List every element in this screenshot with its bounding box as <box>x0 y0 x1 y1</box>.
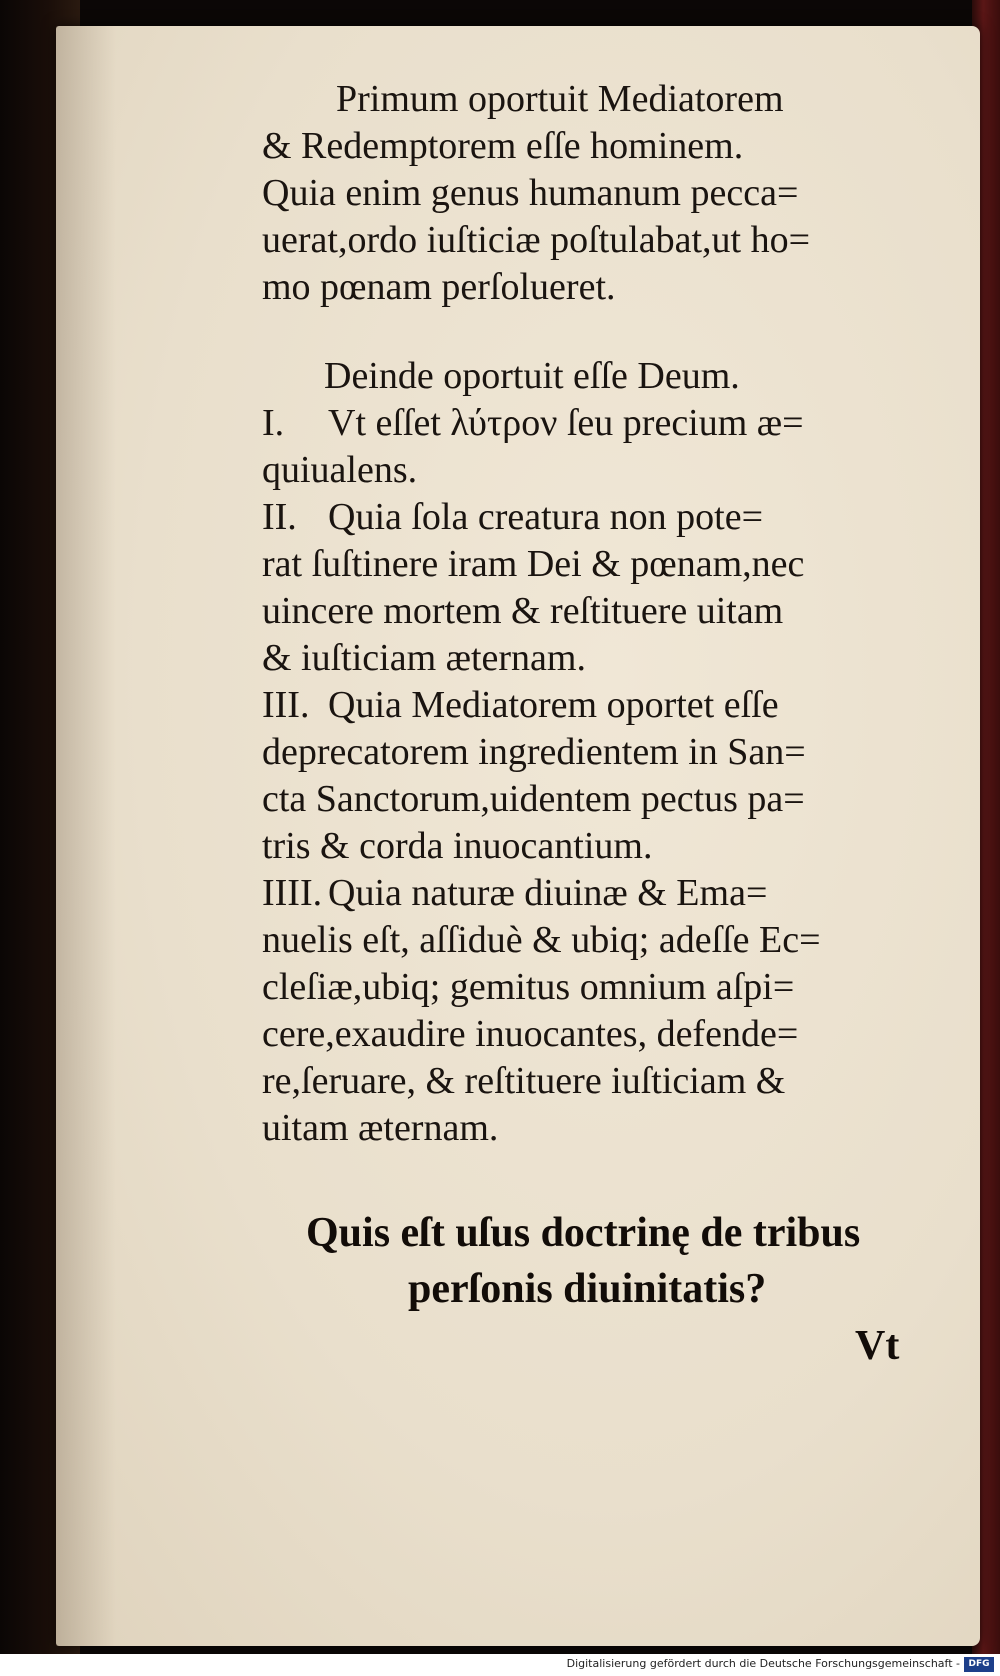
reason-3: III. Quia Mediatorem oportet eſſe <box>262 682 902 729</box>
reason-2: II. Quia ſola creatura non pote= <box>262 494 902 541</box>
text-line: & Redemptorem eſſe hominem. <box>262 125 744 167</box>
text-line: rat ſuſtinere iram Dei & pœnam,nec <box>262 543 805 585</box>
text-line: Primum oportuit Mediatorem <box>336 78 784 120</box>
reason-number: IIII. <box>262 872 323 914</box>
footer-credit: Digitalisierung gefördert durch die Deutsche Forschungsgemeinschaft - <box>566 1657 960 1670</box>
question-line: Quis eſt uſus doctrinę de tribus <box>306 1210 861 1256</box>
text-line: uitam æternam. <box>262 1107 499 1149</box>
text-line: re,ſeruare, & reſtituere iuſticiam & <box>262 1060 786 1102</box>
reason-number: III. <box>262 684 310 726</box>
text-line: mo pœnam perſolueret. <box>262 266 616 308</box>
catchword: Vt <box>855 1323 900 1369</box>
text-line: cleſiæ,ubiq; gemitus omnium aſpi= <box>262 966 795 1008</box>
reason-number: I. <box>262 402 285 444</box>
reason-4: IIII. Quia naturæ diuinæ & Ema= <box>262 870 902 917</box>
deinde-line: Deinde oportuit eſſe Deum. <box>324 355 740 397</box>
question-heading <box>306 1205 946 1317</box>
reason-1: I. Vt eſſet λύτρον ſeu precium æ= <box>262 400 902 447</box>
body-text <box>262 76 902 1152</box>
text-line: & iuſticiam æternam. <box>262 637 586 679</box>
text-line: Quia enim genus humanum pecca= <box>262 172 799 214</box>
question-line: perſonis diuinitatis? <box>408 1266 767 1312</box>
text-line: deprecatorem ingredientem in San= <box>262 731 806 773</box>
footer-bar <box>0 1654 1000 1676</box>
text-line: quiualens. <box>262 449 418 491</box>
text-line: uerat,ordo iuſticiæ poſtulabat,ut ho= <box>262 219 811 261</box>
text-line: tris & corda inuocantium. <box>262 825 653 867</box>
text-line: uincere mortem & reſtituere uitam <box>262 590 784 632</box>
text-line: cta Sanctorum,uidentem pectus pa= <box>262 778 805 820</box>
text-line: nuelis eſt, aſſiduè & ubiq; adeſſe Ec= <box>262 919 821 961</box>
text-line: cere,exaudire inuocantes, defende= <box>262 1013 799 1055</box>
dfg-logo-icon: DFG <box>964 1657 994 1672</box>
reason-number: II. <box>262 496 297 538</box>
